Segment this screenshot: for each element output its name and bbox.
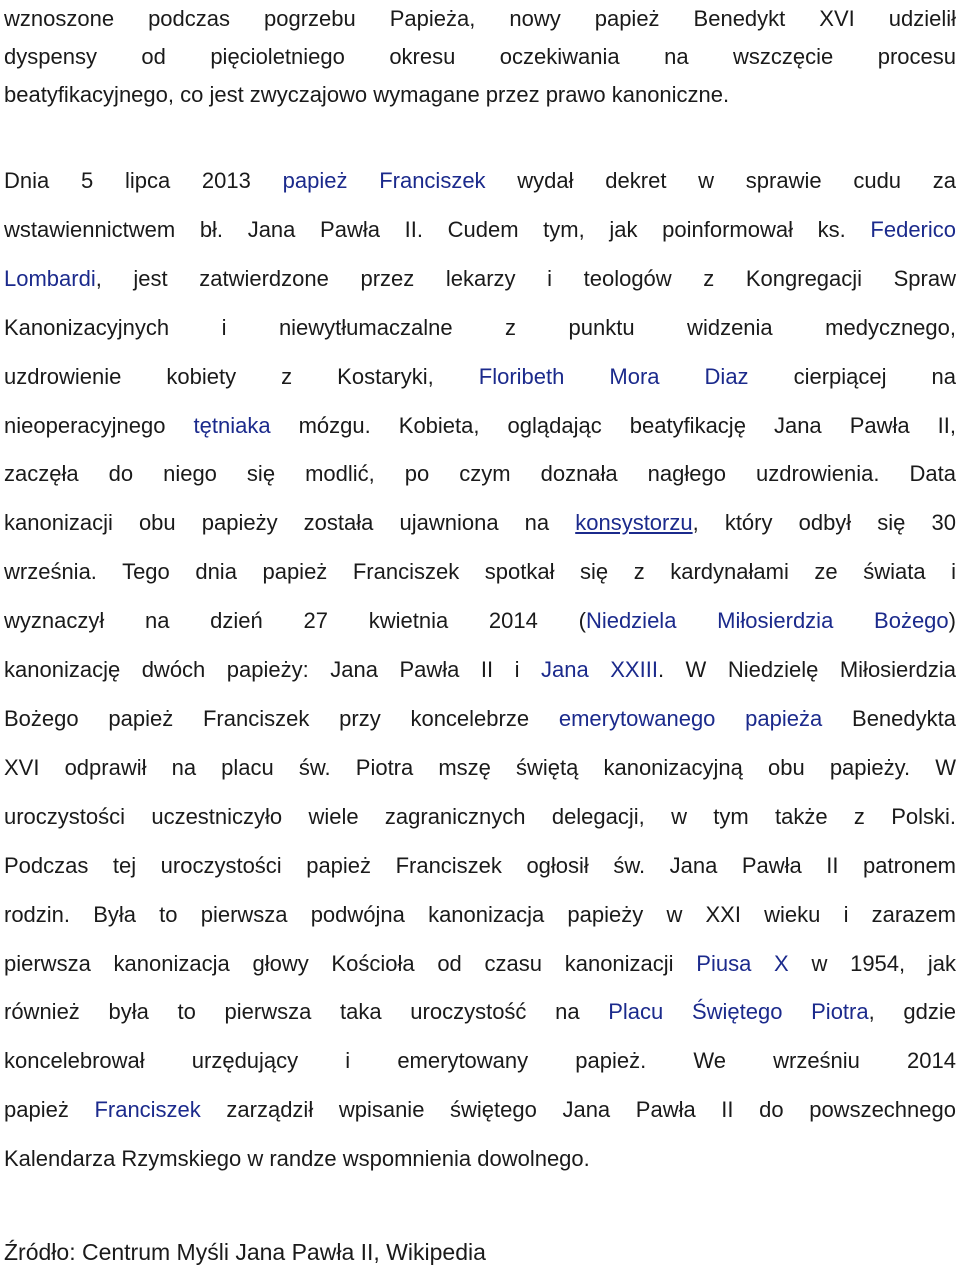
- text-line: papież Franciszek zarządził wpisanie świętego Jana Pawła II do powszechnego: [4, 1097, 956, 1123]
- text-line: Dnia 5 lipca 2013 papież Franciszek wydał dekret w sprawie cudu za: [4, 168, 957, 193]
- text-line: beatyfikacyjnego, co jest zwyczajowo wymagane przez prawo kanoniczne.: [4, 82, 730, 107]
- link-federico-lombardi[interactable]: Lombardi: [4, 265, 96, 291]
- text-line: kanonizację dwóch papieży: Jana Pawła II i Jana XXIII. W Niedzielę Miłosierdzia: [4, 657, 956, 683]
- text-line: Bożego papież Franciszek przy koncelebrze emerytowanego papieża Benedykta: [4, 705, 956, 731]
- text-line: września. Tego dnia papież Franciszek spotkał się z kardynałami ze świata i: [4, 559, 956, 585]
- text-line: Lombardi, jest zatwierdzone przez lekarzy i teologów z Kongregacji Spraw: [4, 265, 956, 291]
- link-pope-francis[interactable]: Franciszek: [94, 1097, 201, 1123]
- text-line: wyznaczył na dzień 27 kwietnia 2014 (Niedziela Miłosierdzia Bożego): [4, 608, 956, 634]
- text-line: dyspensy od pięcioletniego okresu oczekiwania na wszczęcie procesu: [4, 44, 956, 69]
- text-line: również była to pierwsza taka uroczystość na Placu Świętego Piotra, gdzie: [4, 999, 956, 1025]
- text-line: koncelebrował urzędujący i emerytowany papież. We wrześniu 2014: [4, 1048, 956, 1074]
- text-line: pierwsza kanonizacja głowy Kościoła od czasu kanonizacji Piusa X w 1954, jak: [4, 950, 956, 976]
- text-line: zaczęła do niego się modlić, po czym doznała nagłego uzdrowienia. Data: [4, 461, 956, 487]
- text-line: wznoszone podczas pogrzebu Papieża, nowy papież Benedykt XVI udzielił: [4, 6, 956, 31]
- text-line: kanonizacji obu papieży została ujawniona na konsystorzu, który odbył się 30: [4, 510, 956, 536]
- link-floribeth-mora-diaz[interactable]: Floribeth Mora Diaz: [478, 363, 749, 389]
- text-line: rodzin. Była to pierwsza podwójna kanonizacja papieży w XXI wieku i zarazem: [4, 901, 956, 927]
- text-line: wstawiennictwem bł. Jana Pawła II. Cudem tym, jak poinformował ks. Federico: [4, 216, 956, 242]
- paragraph-dispensation: [4, 0, 956, 114]
- link-pius-x[interactable]: Piusa X: [696, 950, 789, 976]
- source-citation: Źródło: Centrum Myśli Jana Pawła II, Wikipedia: [4, 1239, 486, 1265]
- link-john-xxiii[interactable]: Jana XXIII: [541, 657, 658, 683]
- link-st-peters-square[interactable]: Placu Świętego Piotra: [608, 999, 869, 1025]
- link-pope-francis[interactable]: papież Franciszek: [282, 168, 486, 193]
- link-federico-lombardi[interactable]: Federico: [870, 216, 956, 242]
- text-line: Podczas tej uroczystości papież Franciszek ogłosił św. Jana Pawła II patronem: [4, 852, 956, 878]
- paragraph-canonization: [4, 157, 956, 1184]
- text-line: Kanonizacyjnych i niewytłumaczalne z punktu widzenia medycznego,: [4, 314, 956, 340]
- text-line: XVI odprawił na placu św. Piotra mszę świętą kanonizacyjną obu papieży. W: [4, 754, 956, 780]
- link-consistory[interactable]: konsystorzu: [575, 510, 693, 536]
- link-pope-emeritus[interactable]: emerytowanego papieża: [558, 705, 823, 731]
- text-line: uroczystości uczestniczyło wiele zagranicznych delegacji, w tym także z Polski.: [4, 803, 956, 829]
- text-line: uzdrowienie kobiety z Kostaryki, Floribeth Mora Diaz cierpiącej na: [4, 363, 957, 389]
- link-aneurysm[interactable]: tętniaka: [193, 412, 271, 438]
- link-divine-mercy-sunday[interactable]: Niedziela Miłosierdzia Bożego: [585, 608, 949, 634]
- text-line: Kalendarza Rzymskiego w randze wspomnienia dowolnego.: [4, 1146, 590, 1172]
- text-line: nieoperacyjnego tętniaka mózgu. Kobieta, oglądając beatyfikację Jana Pawła II,: [4, 412, 956, 438]
